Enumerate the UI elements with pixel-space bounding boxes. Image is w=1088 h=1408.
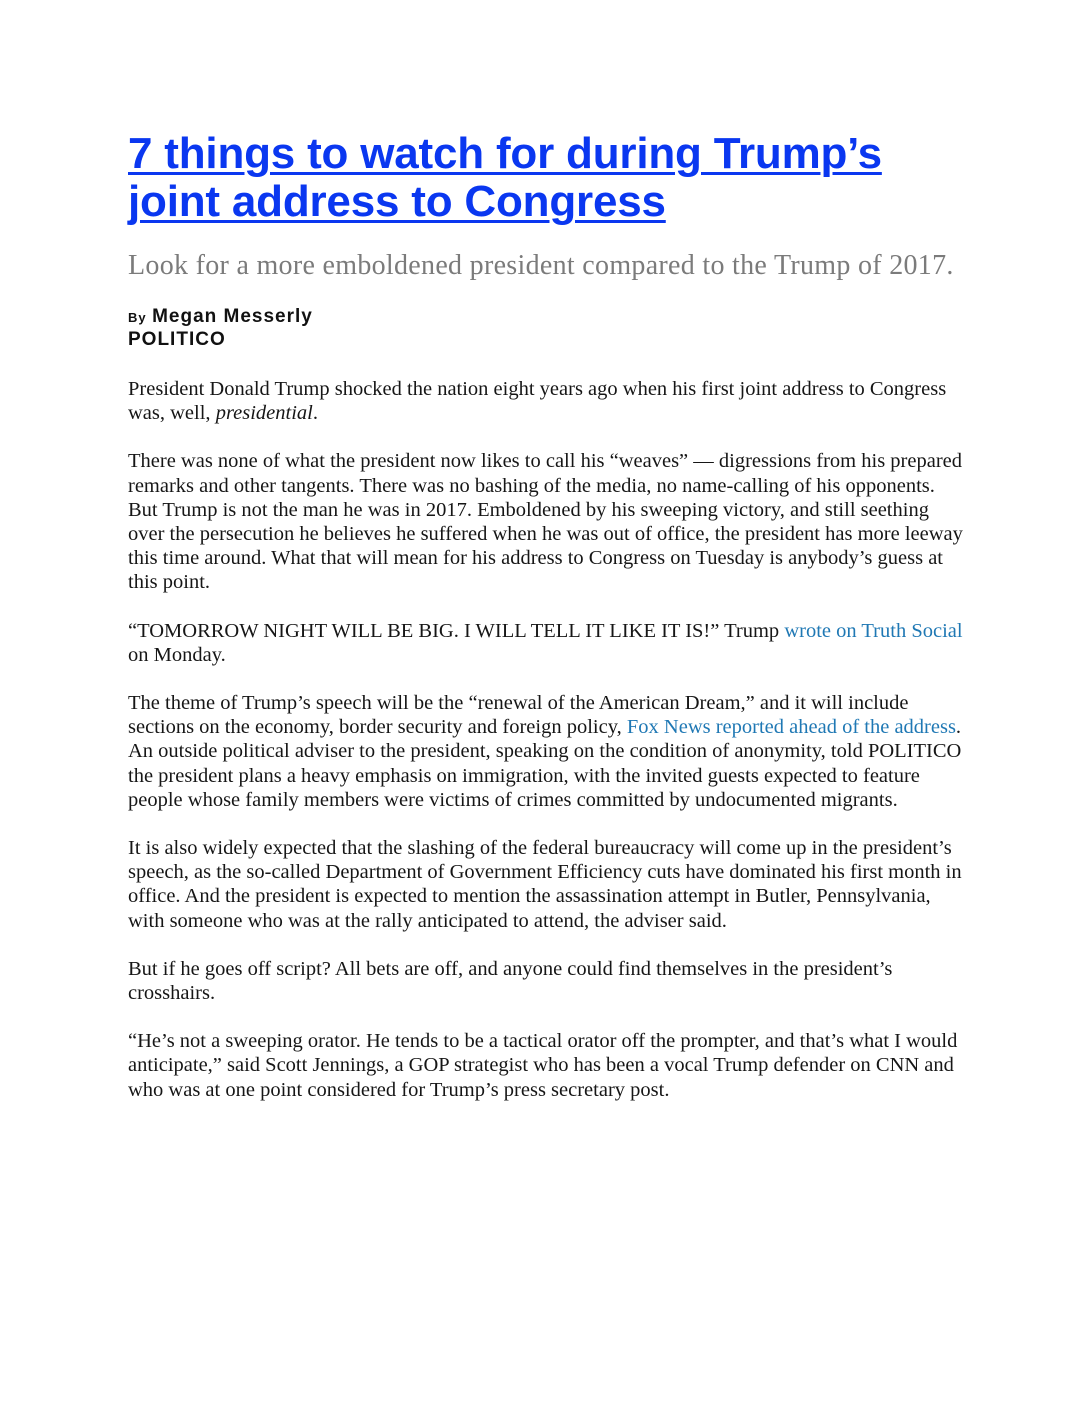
paragraph-1-end: . [312,402,318,425]
paragraph-3 [128,619,968,667]
paragraph-4-after: . An outside political adviser to the president, speaking on the condition of anonymity, told POLITICO the president plans a heavy emphasis on immigration, with the invited guests expected to feature people whose family members were victims of crimes committed by undocumented migrants. [128,716,962,811]
truth-social-link[interactable]: wrote on Truth Social [784,619,963,642]
paragraph-2: There was none of what the president now likes to call his “weaves” — digressions from his prepared remarks and other tangents. There was no bashing of the media, no name-calling of his opponents. But Trump is not the man he was in 2017. Emboldened by his sweeping victory, and still seething over the persecution he believes he suffered when he was out of office, the president has more leeway this time around. What that will mean for his address to Congress on Tuesday is anybody’s guess at this point. [128,450,963,594]
paragraph-5: It is also widely expected that the slashing of the federal bureaucracy will come up in the president’s speech, as the so-called Department of Government Efficiency cuts have dominated his first month in office. And the president is expected to mention the assassination attempt in Butler, Pennsylvania, with someone who was at the rally anticipated to attend, the adviser said. [128,837,962,932]
byline [128,306,968,351]
fox-news-link[interactable]: Fox News reported ahead of the address [626,716,956,739]
paragraph-1-text: President Donald Trump shocked the nation eight years ago when his first joint address to Congress was, well, [128,378,947,425]
article-dek: Look for a more emboldened president compared to the Trump of 2017. [128,250,954,281]
paragraph-3-after: on Monday. [128,643,226,666]
paragraph-1 [128,377,968,425]
headline-link[interactable]: 7 things to watch for during Trump’s joint address to Congress [128,129,882,226]
paragraph-1-emphasis: presidential [215,402,313,425]
paragraph-4 [128,691,968,812]
paragraph-3-before: “TOMORROW NIGHT WILL BE BIG. I WILL TELL IT LIKE IT IS!” Trump [128,619,785,642]
byline-author: Megan Messerly [152,306,313,327]
article-body [128,377,968,1102]
paragraph-7: “He’s not a sweeping orator. He tends to be a tactical orator off the prompter, and that’s what I would anticipate,” said Scott Jennings, a GOP strategist who has been a vocal Trump defender on CNN and who was at one point considered for Trump’s press secretary post. [128,1030,958,1101]
byline-outlet: POLITICO [128,329,226,350]
paragraph-6: But if he goes off script? All bets are off, and anyone could find themselves in the president’s crosshairs. [128,957,893,1005]
article [128,130,968,1126]
byline-prefix: By [128,310,147,325]
paragraph-4-before: The theme of Trump’s speech will be the “renewal of the American Dream,” and it will include sections on the economy, border security and foreign policy, [128,692,909,739]
